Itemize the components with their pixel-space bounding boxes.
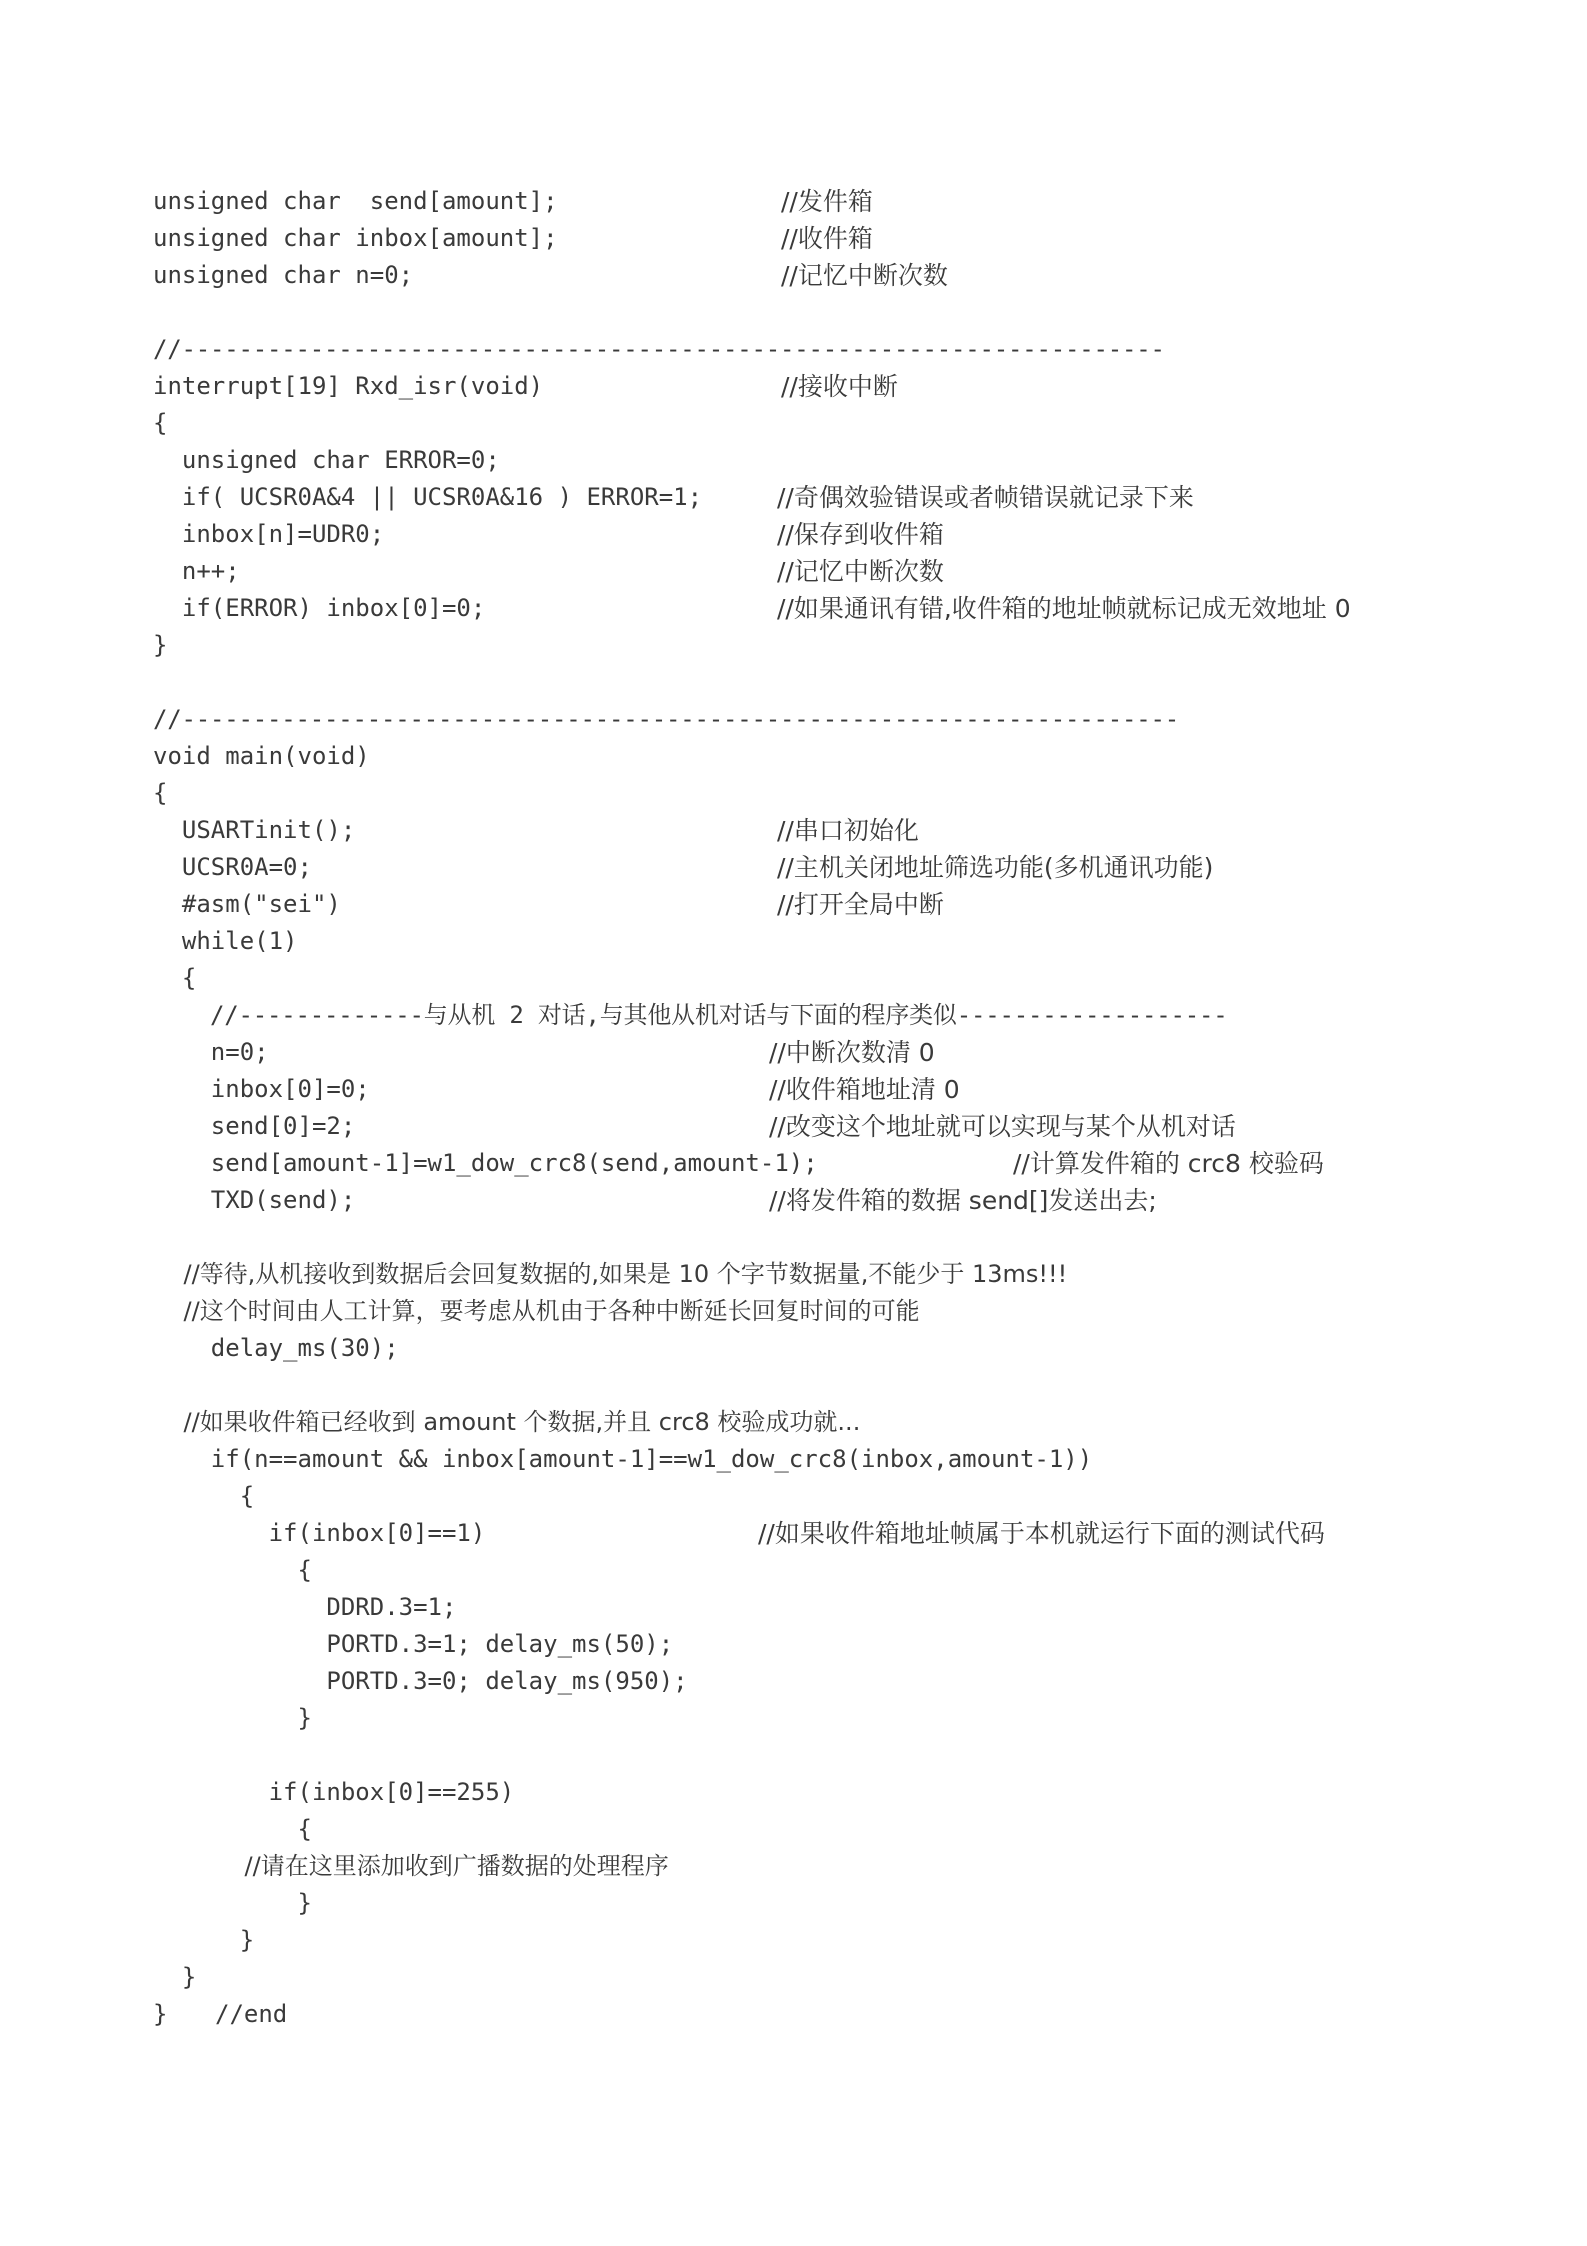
code-comment: //接收中断 xyxy=(781,372,898,401)
code-text: n++; xyxy=(153,557,240,585)
code-line-end xyxy=(153,1996,1453,2033)
code-text: UCSR0A=0; xyxy=(153,853,312,881)
code-comment: //保存到收件箱 xyxy=(777,520,944,549)
code-comment: //打开全局中断 xyxy=(777,890,944,919)
code-comment: //计算发件箱的 crc8 校验码 xyxy=(1013,1149,1324,1178)
code-line-while: while(1) xyxy=(153,927,298,955)
code-text: unsigned char n=0; xyxy=(153,261,414,289)
code-comment-check: //如果收件箱已经收到 amount 个数据,并且 crc8 校验成功就... xyxy=(153,1408,861,1436)
code-comment: //记忆中断次数 xyxy=(777,557,944,586)
code-line xyxy=(153,812,1453,849)
code-comment: //改变这个地址就可以实现与某个从机对话 xyxy=(769,1112,1236,1141)
code-line: DDRD.3=1; xyxy=(153,1593,457,1621)
code-comment-wait-2: //这个时间由人工计算，要考虑从机由于各种中断延长回复时间的可能 xyxy=(153,1297,920,1325)
code-line: PORTD.3=1; delay_ms(50); xyxy=(153,1630,674,1658)
code-line xyxy=(153,886,1453,923)
code-text: inbox[0]=0; xyxy=(153,1075,370,1103)
code-line-brace: } xyxy=(153,1963,197,1991)
blank-line xyxy=(153,294,1453,331)
code-line xyxy=(153,1145,1453,1182)
code-line xyxy=(153,553,1453,590)
blank-line xyxy=(153,1367,1453,1404)
code-line xyxy=(153,516,1453,553)
code-comment: //将发件箱的数据 send[]发送出去; xyxy=(769,1186,1157,1215)
code-line xyxy=(153,442,1453,479)
code-comment-wait-1: //等待,从机接收到数据后会回复数据的,如果是 10 个字节数据量,不能少于 13ms!!! xyxy=(153,1260,1068,1288)
separator-line: //--------------------------------------------------------------------- xyxy=(153,335,1165,363)
code-text: #asm("sei") xyxy=(153,890,341,918)
blank-line xyxy=(153,1219,1453,1256)
code-text: inbox[n]=UDR0; xyxy=(153,520,385,548)
code-comment: //收件箱地址清 0 xyxy=(769,1075,960,1104)
code-line-main-signature: void main(void) xyxy=(153,742,370,770)
code-line-if-broadcast: if(inbox[0]==255) xyxy=(153,1778,515,1806)
code-line xyxy=(153,1071,1453,1108)
code-comment: //end xyxy=(215,2000,288,2028)
code-text: n=0; xyxy=(153,1038,269,1066)
code-line-brace: } xyxy=(153,1926,255,1954)
code-line: PORTD.3=0; delay_ms(950); xyxy=(153,1667,688,1695)
code-line-delay: delay_ms(30); xyxy=(153,1334,399,1362)
code-comment-broadcast: //请在这里添加收到广播数据的处理程序 xyxy=(153,1852,669,1880)
blank-line xyxy=(153,664,1453,701)
code-line-brace: } xyxy=(153,1704,312,1732)
code-text: unsigned char send[amount]; xyxy=(153,187,558,215)
code-line-brace: } xyxy=(153,1889,312,1917)
code-comment: //发件箱 xyxy=(781,187,873,216)
code-comment: //奇偶效验错误或者帧错误就记录下来 xyxy=(777,483,1194,512)
code-line xyxy=(153,849,1453,886)
code-line xyxy=(153,1182,1453,1219)
code-comment: //记忆中断次数 xyxy=(781,261,948,290)
code-text: if(inbox[0]==1) xyxy=(153,1519,486,1547)
code-line-if-check: if(n==amount && inbox[amount-1]==w1_dow_crc8(inbox,amount-1)) xyxy=(153,1445,1093,1473)
code-line-brace: { xyxy=(153,1815,312,1843)
code-text: send[amount-1]=w1_dow_crc8(send,amount-1); xyxy=(153,1149,818,1177)
code-text: if(ERROR) inbox[0]=0; xyxy=(153,594,486,622)
code-comment-dialog-header: //-------------与从机 2 对话,与其他从机对话与下面的程序类似------------------- xyxy=(153,1001,1228,1029)
separator-line: //---------------------------------------------------------------------- xyxy=(153,705,1179,733)
code-text: if( UCSR0A&4 || UCSR0A&16 ) ERROR=1; xyxy=(153,483,703,511)
code-comment: //如果通讯有错,收件箱的地址帧就标记成无效地址 0 xyxy=(777,594,1351,623)
code-line-isr-signature xyxy=(153,368,1453,405)
code-line-brace: { xyxy=(153,964,197,992)
code-line xyxy=(153,1034,1453,1071)
code-line-brace: } xyxy=(153,631,168,659)
code-line xyxy=(153,590,1453,627)
code-text: } xyxy=(153,2000,168,2028)
code-listing xyxy=(153,183,1453,2033)
code-text: unsigned char inbox[amount]; xyxy=(153,224,558,252)
code-line-brace: { xyxy=(153,1482,255,1510)
code-line xyxy=(153,1108,1453,1145)
code-comment: //如果收件箱地址帧属于本机就运行下面的测试代码 xyxy=(758,1519,1325,1548)
code-comment: //串口初始化 xyxy=(777,816,919,845)
code-line-brace: { xyxy=(153,1556,312,1584)
code-line xyxy=(153,479,1453,516)
code-line-n-decl xyxy=(153,257,1453,294)
code-text: unsigned char ERROR=0; xyxy=(153,446,500,474)
code-comment: //主机关闭地址筛选功能(多机通讯功能) xyxy=(777,853,1214,882)
code-text: USARTinit(); xyxy=(153,816,356,844)
code-text: TXD(send); xyxy=(153,1186,356,1214)
code-comment: //收件箱 xyxy=(781,224,873,253)
code-line-inbox-decl xyxy=(153,220,1453,257)
code-text: send[0]=2; xyxy=(153,1112,356,1140)
blank-line xyxy=(153,1737,1453,1774)
code-line-if-self xyxy=(153,1515,1453,1552)
code-line-brace: { xyxy=(153,409,168,437)
code-text: interrupt[19] Rxd_isr(void) xyxy=(153,372,544,400)
code-line-brace: { xyxy=(153,779,168,807)
code-comment: //中断次数清 0 xyxy=(769,1038,935,1067)
code-line-send-decl xyxy=(153,183,1453,220)
